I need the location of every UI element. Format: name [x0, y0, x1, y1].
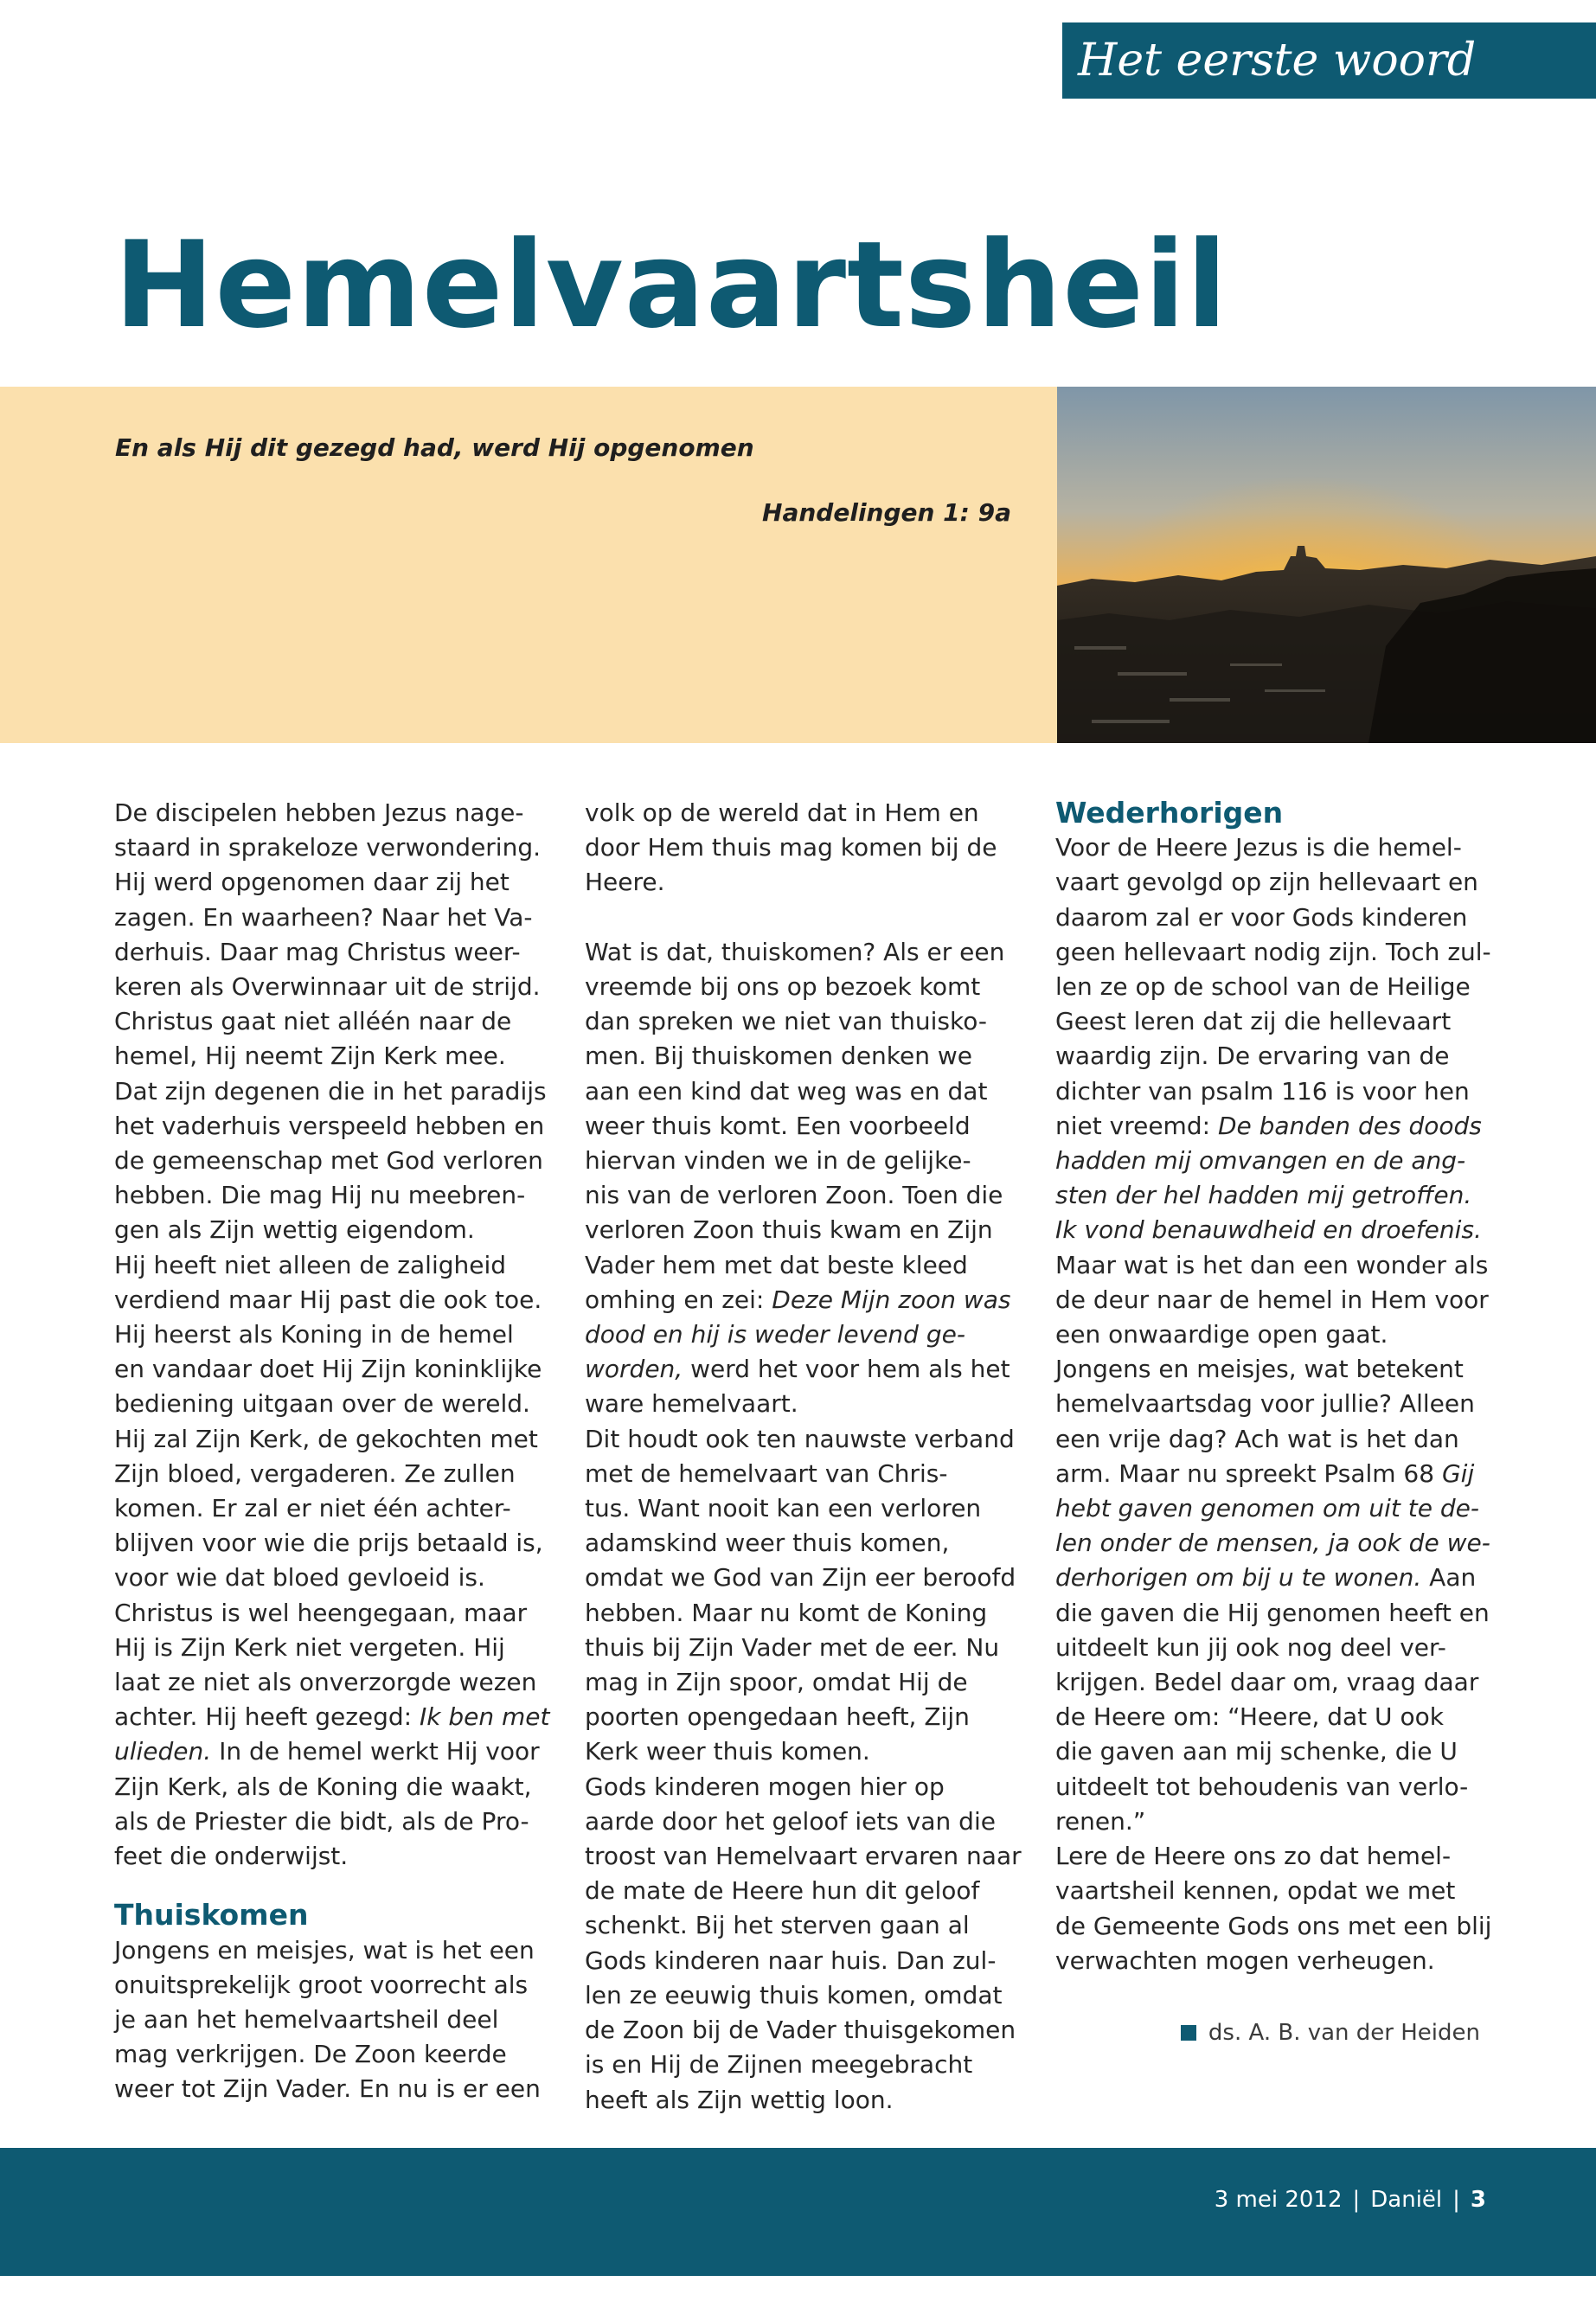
article-column-1	[114, 796, 550, 2107]
text-line: Vader hem met dat beste kleed	[585, 1250, 968, 1279]
text-line: krijgen. Bedel daar om, vraag daar	[1055, 1668, 1479, 1697]
text-line: keren als Overwinnaar uit de strijd.	[114, 972, 541, 1002]
section-label: Het eerste woord	[1062, 22, 1596, 99]
text-run: werd het voor hem als het	[683, 1355, 1010, 1384]
text-line: en vandaar doet Hij Zijn koninklijke	[114, 1355, 542, 1384]
text-line: Dit houdt ook ten nauwste verband	[585, 1424, 1015, 1453]
text-line: de Gemeente Gods ons met een blij	[1055, 1911, 1492, 1940]
text-line: is en Hij de Zijnen meegebracht	[585, 2050, 973, 2080]
text-line: Hij is Zijn Kerk niet vergeten. Hij	[114, 1632, 505, 1662]
text-line: thuis bij Zijn Vader met de eer. Nu	[585, 1632, 1000, 1662]
text-line: Christus is wel heengegaan, maar	[114, 1598, 528, 1627]
text-line: laat ze niet als onverzorgde wezen	[114, 1668, 537, 1697]
text-line: onuitsprekelijk groot voorrecht als	[114, 1970, 529, 1999]
text-line	[1055, 1561, 1488, 1595]
separator: |	[1352, 2187, 1361, 2213]
text-line: omdat we God van Zijn eer beroofd	[585, 1563, 1016, 1593]
text-line: aan een kind dat weg was en dat	[585, 1076, 988, 1106]
text-line: Wat is dat, thuiskomen? Als er een	[585, 937, 1005, 966]
text-line: De discipelen hebben Jezus nage-	[114, 798, 524, 827]
paragraph-gap	[114, 1874, 547, 1898]
text-line: nis van de verloren Zoon. Toen die	[585, 1181, 1003, 1210]
text-line: een vrije dag? Ach wat is het dan	[1055, 1424, 1459, 1453]
text-run: achter. Hij heeft gezegd:	[114, 1702, 420, 1732]
text-line: schenkt. Bij het sterven gaan al	[585, 1911, 970, 1940]
text-line: Hij heeft niet alleen de zaligheid	[114, 1250, 507, 1279]
text-line: blijven voor wie die prijs betaald is,	[114, 1529, 543, 1558]
article-title: Hemelvaartsheil	[114, 215, 1228, 355]
text-line	[114, 1734, 547, 1769]
text-line: die gaven aan mij schenke, die U	[1055, 1737, 1458, 1766]
text-line: len ze eeuwig thuis komen, omdat	[585, 1980, 1003, 2009]
text-line: hebben. Maar nu komt de Koning	[585, 1598, 988, 1627]
text-line: hemel, Hij neemt Zijn Kerk mee.	[114, 1042, 506, 1071]
text-line: mag verkrijgen. De Zoon keerde	[114, 2040, 507, 2069]
text-line: men. Bij thuiskomen denken we	[585, 1042, 973, 1071]
quote-italic: derhorigen om bij u te wonen.	[1055, 1563, 1422, 1593]
text-line: geen hellevaart nodig zijn. Toch zul-	[1055, 937, 1491, 966]
text-line	[1055, 1457, 1488, 1491]
quote-italic: Gij	[1441, 1458, 1475, 1488]
text-line: hebben. Die mag Hij nu meebren-	[114, 1181, 526, 1210]
page-number: 3	[1470, 2187, 1486, 2213]
text-line: de Heere om: “Heere, dat U ook	[1055, 1702, 1444, 1732]
separator: |	[1452, 2187, 1460, 2213]
text-line: een onwaardige open gaat.	[1055, 1320, 1388, 1349]
subheading-thuiskomen: Thuiskomen	[114, 1898, 309, 1932]
text-line: bediening uitgaan over de wereld.	[114, 1389, 530, 1419]
square-bullet-icon	[1181, 2025, 1196, 2041]
text-line: Hij heerst als Koning in de hemel	[114, 1320, 514, 1349]
text-run: niet vreemd:	[1055, 1111, 1218, 1140]
text-line: door Hem thuis mag komen bij de	[585, 833, 997, 862]
text-line: volk op de wereld dat in Hem en	[585, 798, 979, 827]
quote-italic: Ik ben met	[420, 1702, 550, 1732]
sunset-landscape-photo	[1057, 387, 1596, 743]
text-line: voor wie dat bloed gevloeid is.	[114, 1563, 485, 1593]
text-line: die gaven die Hij genomen heeft en	[1055, 1598, 1490, 1627]
article-column-3	[1055, 796, 1492, 1978]
quote-italic: ulieden.	[114, 1737, 212, 1766]
text-line: staard in sprakeloze verwondering.	[114, 833, 542, 862]
text-line: sten der hel hadden mij getroffen.	[1055, 1181, 1472, 1210]
text-line: len onder de mensen, ja ook de we-	[1055, 1529, 1490, 1558]
text-line: vreemde bij ons op bezoek komt	[585, 972, 981, 1001]
text-line: len ze op de school van de Heilige	[1055, 972, 1471, 1002]
author-name: ds. A. B. van der Heiden	[1208, 2020, 1480, 2046]
text-line	[114, 1700, 550, 1734]
magazine-name: Daniël	[1370, 2187, 1443, 2213]
text-line: troost van Hemelvaart ervaren naar	[585, 1842, 1022, 1871]
text-line: Gods kinderen naar huis. Dan zul-	[585, 1945, 997, 1975]
text-line: verdiend maar Hij past die ook toe.	[114, 1285, 542, 1314]
text-line: hiervan vinden we in de gelijke-	[585, 1146, 971, 1176]
text-line: komen. Er zal er niet één achter-	[114, 1494, 511, 1523]
text-line: vaartsheil kennen, opdat we met	[1055, 1876, 1456, 1906]
text-line: zagen. En waarheen? Naar het Va-	[114, 902, 533, 932]
text-line: de mate de Heere hun dit geloof	[585, 1876, 980, 1906]
text-line: poorten opengedaan heeft, Zijn	[585, 1702, 970, 1732]
text-line: Hij zal Zijn Kerk, de gekochten met	[114, 1424, 538, 1453]
text-line: vaart gevolgd op zijn hellevaart en	[1055, 868, 1478, 897]
text-line: mag in Zijn spoor, omdat Hij de	[585, 1668, 968, 1697]
text-line: met de hemelvaart van Chris-	[585, 1458, 948, 1488]
text-line: Ik vond benauwdheid en droefenis.	[1055, 1215, 1482, 1245]
text-line: adamskind weer thuis komen,	[585, 1529, 950, 1558]
text-line: Dat zijn degenen die in het paradijs	[114, 1076, 547, 1106]
text-line: Zijn bloed, vergaderen. Ze zullen	[114, 1458, 516, 1488]
quote-italic: De banden des doods	[1217, 1111, 1482, 1140]
quote-italic: Deze Mijn zoon was	[772, 1285, 1011, 1314]
text-run: arm. Maar nu spreekt Psalm 68	[1055, 1458, 1442, 1488]
text-line: de Zoon bij de Vader thuisgekomen	[585, 2016, 1016, 2045]
quote-italic: worden,	[585, 1355, 683, 1384]
text-line: heeft als Zijn wettig loon.	[585, 2085, 894, 2114]
text-line: weer thuis komt. Een voorbeeld	[585, 1111, 971, 1140]
text-run: omhing en zei:	[585, 1285, 772, 1314]
text-line: renen.”	[1055, 1806, 1146, 1836]
text-line: uitdeelt tot behoudenis van verlo-	[1055, 1772, 1469, 1801]
text-line: de deur naar de hemel in Hem voor	[1055, 1285, 1489, 1314]
text-line	[585, 1283, 1017, 1317]
author-signature	[1181, 2017, 1480, 2048]
text-line: waardig zijn. De ervaring van de	[1055, 1042, 1450, 1071]
text-line: verwachten mogen verheugen.	[1055, 1945, 1435, 1975]
text-line: Christus gaat niet alléén naar de	[114, 1007, 512, 1036]
text-run: Aan	[1421, 1563, 1477, 1593]
article-column-2	[585, 796, 1022, 2118]
text-line: Geest leren dat zij die hellevaart	[1055, 1007, 1452, 1036]
text-line: tus. Want nooit kan een verloren	[585, 1494, 982, 1523]
bible-quote: En als Hij dit gezegd had, werd Hij opgenomen	[115, 433, 754, 462]
footer-info	[1215, 2184, 1486, 2215]
text-line: als de Priester die bidt, als de Pro-	[114, 1806, 529, 1836]
text-line: Kerk weer thuis komen.	[585, 1737, 870, 1766]
text-line: het vaderhuis verspeeld hebben en	[114, 1111, 545, 1140]
page-footer	[0, 2148, 1596, 2276]
subheading-wederhorigen: Wederhorigen	[1055, 796, 1284, 830]
text-line: ware hemelvaart.	[585, 1389, 798, 1419]
text-line: Jongens en meisjes, wat is het een	[114, 1935, 535, 1965]
text-line: Voor de Heere Jezus is die hemel-	[1055, 833, 1462, 862]
text-line: weer tot Zijn Vader. En nu is er een	[114, 2074, 541, 2104]
text-line: Jongens en meisjes, wat betekent	[1055, 1355, 1464, 1384]
paragraph-gap	[585, 901, 1017, 935]
text-line: je aan het hemelvaartsheil deel	[114, 2004, 499, 2034]
text-line: feet die onderwijst.	[114, 1842, 349, 1871]
text-line: derhuis. Daar mag Christus weer-	[114, 937, 521, 966]
text-line: hadden mij omvangen en de ang-	[1055, 1146, 1466, 1176]
text-line: Hij werd opgenomen daar zij het	[114, 868, 510, 897]
text-line: dan spreken we niet van thuisko-	[585, 1007, 987, 1036]
text-line: aarde door het geloof iets van die	[585, 1806, 996, 1836]
text-line: gen als Zijn wettig eigendom.	[114, 1215, 475, 1245]
bible-reference: Handelingen 1: 9a	[762, 498, 1011, 527]
text-line: Heere.	[585, 868, 665, 897]
text-line: dichter van psalm 116 is voor hen	[1055, 1076, 1470, 1106]
text-line: Zijn Kerk, als de Koning die waakt,	[114, 1772, 532, 1801]
text-line: dood en hij is weder levend ge-	[585, 1320, 965, 1349]
text-line: hebt gaven genomen om uit te de-	[1055, 1494, 1479, 1523]
text-line	[1055, 1109, 1488, 1144]
text-run: In de hemel werkt Hij voor	[211, 1737, 540, 1766]
text-line: verloren Zoon thuis kwam en Zijn	[585, 1215, 993, 1245]
text-line: hemelvaartsdag voor jullie? Alleen	[1055, 1389, 1475, 1419]
text-line: uitdeelt kun jij ook nog deel ver-	[1055, 1632, 1446, 1662]
issue-date: 3 mei 2012	[1214, 2187, 1343, 2213]
text-line	[585, 1352, 1017, 1387]
text-line: Gods kinderen mogen hier op	[585, 1772, 945, 1801]
text-line: Lere de Heere ons zo dat hemel-	[1055, 1842, 1452, 1871]
text-line: Maar wat is het dan een wonder als	[1055, 1250, 1489, 1279]
text-line: de gemeenschap met God verloren	[114, 1146, 543, 1176]
text-line: daarom zal er voor Gods kinderen	[1055, 902, 1468, 932]
